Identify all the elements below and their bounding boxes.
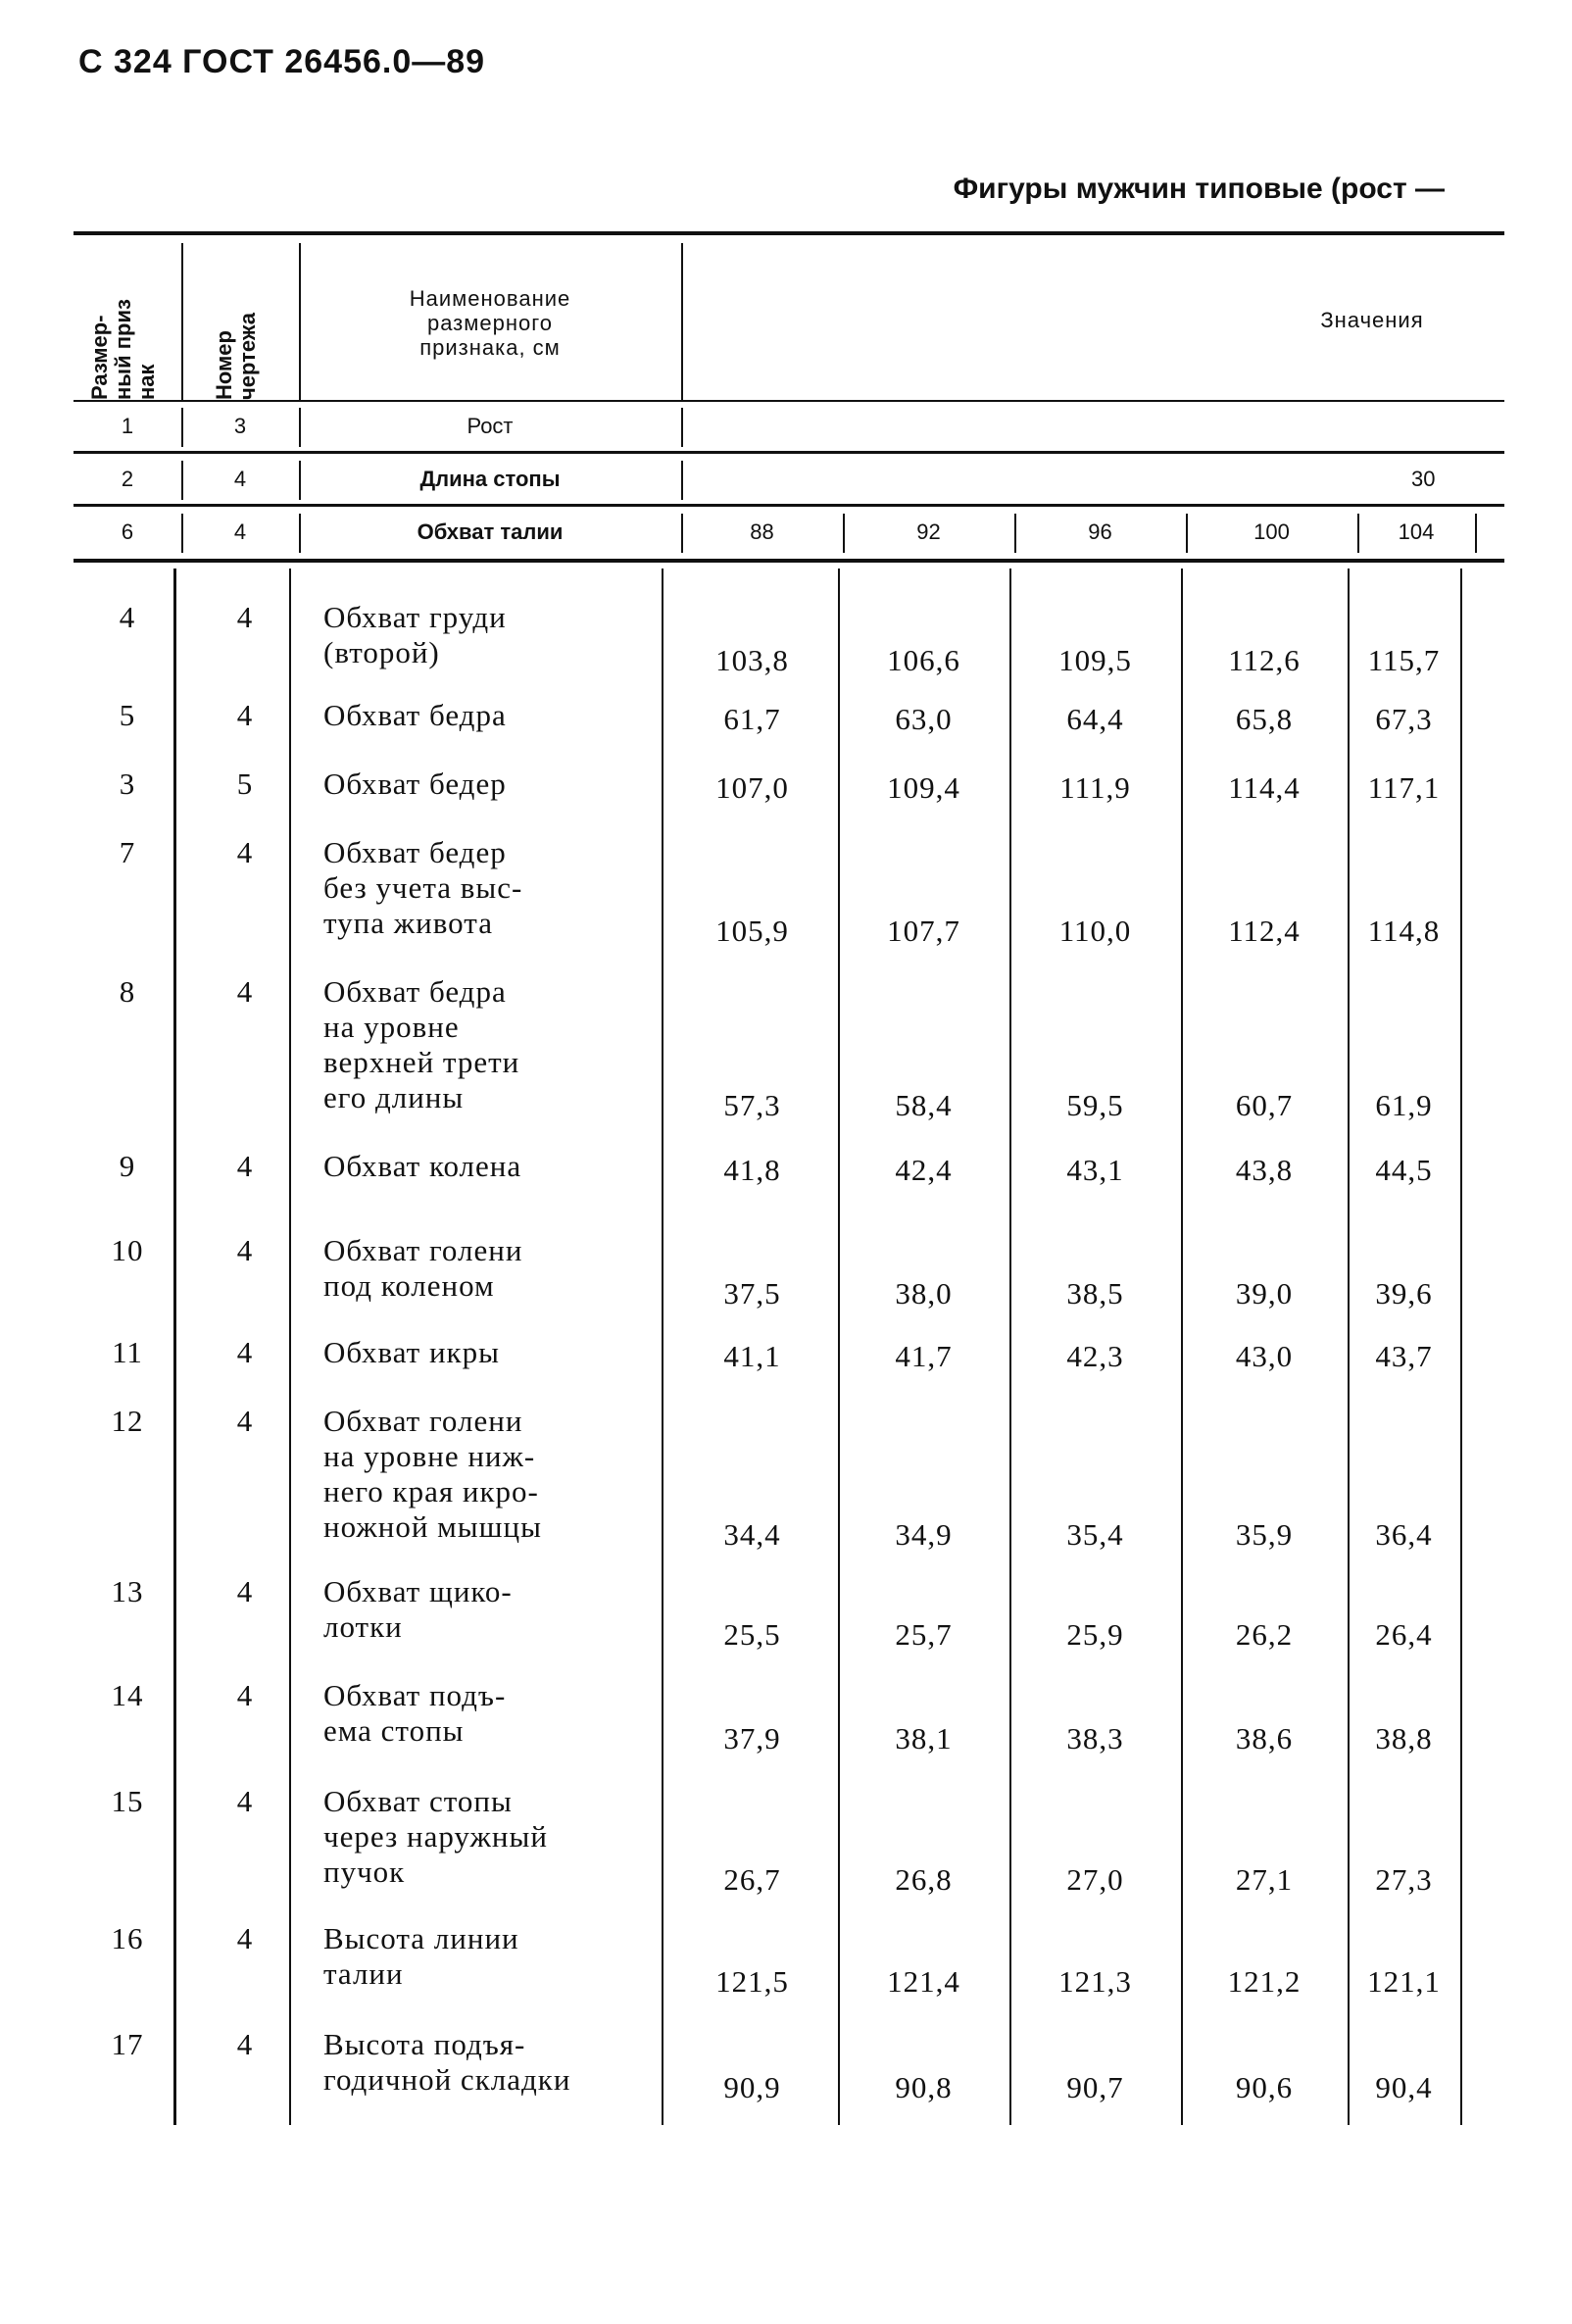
waist-name: Обхват талии: [417, 519, 564, 544]
row-value: 43,8: [1235, 1153, 1294, 1187]
row-value: 121,4: [887, 1964, 960, 1999]
row-value: 111,9: [1059, 770, 1131, 805]
param-name: Рост: [467, 414, 514, 438]
row-value: 36,4: [1375, 1517, 1433, 1552]
row-feature: 12: [111, 1404, 144, 1438]
row-drawing: 4: [236, 1404, 254, 1438]
row-value: 114,4: [1228, 770, 1301, 805]
table-title: Фигуры мужчин типовые (рост —: [953, 173, 1445, 205]
table-top-rule: [74, 231, 1504, 235]
row-value: 39,6: [1375, 1276, 1433, 1310]
row-name: Обхват голени под коленом: [323, 1233, 523, 1303]
column-header-values: Значения: [1320, 308, 1424, 332]
row-value: 61,9: [1375, 1088, 1433, 1122]
waist-value-divider: [1014, 514, 1016, 553]
param-name: Длина стопы: [419, 467, 561, 491]
row-value: 114,8: [1367, 914, 1441, 948]
row-name: Обхват бедер без учета выс- тупа живота: [323, 835, 523, 940]
waist-feature: 6: [121, 519, 134, 544]
column-header-name: Наименование размерного признака, см: [409, 286, 571, 360]
row-name: Обхват подъ- ема стопы: [323, 1678, 507, 1748]
waist-value: 88: [750, 519, 774, 544]
row-name: Обхват бедра на уровне верхней трети его длины: [323, 974, 520, 1114]
row-value: 38,5: [1066, 1276, 1124, 1310]
row-value: 26,8: [895, 1862, 953, 1897]
header-divider-1: [181, 243, 183, 400]
row-value: 42,3: [1066, 1339, 1124, 1373]
row-feature: 4: [119, 600, 136, 634]
row-value: 37,9: [723, 1721, 781, 1755]
row-value: 26,4: [1375, 1617, 1433, 1652]
row-value: 121,1: [1367, 1964, 1441, 1999]
row-name: Обхват груди (второй): [323, 600, 507, 669]
row-value: 38,3: [1066, 1721, 1124, 1755]
row-drawing: 4: [236, 1335, 254, 1369]
row-value: 34,9: [895, 1517, 953, 1552]
row-drawing: 4: [236, 600, 254, 634]
param-drawing: 4: [233, 467, 247, 491]
row-value: 25,9: [1066, 1617, 1124, 1652]
waist-value: 92: [916, 519, 941, 544]
waist-value-divider: [1186, 514, 1188, 553]
row-value: 61,7: [723, 702, 781, 736]
row-value: 109,4: [887, 770, 960, 805]
row-value: 63,0: [895, 702, 953, 736]
row-value: 39,0: [1235, 1276, 1294, 1310]
row-value: 90,8: [895, 2070, 953, 2104]
row-value: 38,6: [1235, 1721, 1294, 1755]
row-name: Обхват щико- лотки: [323, 1574, 513, 1644]
row-value: 44,5: [1375, 1153, 1433, 1187]
row-value: 38,8: [1375, 1721, 1433, 1755]
row-drawing: 5: [236, 766, 254, 801]
header-bottom-rule: [74, 400, 1504, 402]
row-value: 41,7: [895, 1339, 953, 1373]
row-value: 110,0: [1058, 914, 1132, 948]
row-value: 26,7: [723, 1862, 781, 1897]
page-header: С 324 ГОСТ 26456.0—89: [78, 43, 486, 80]
row-value: 38,1: [895, 1721, 953, 1755]
row-value: 26,2: [1235, 1617, 1294, 1652]
row-drawing: 4: [236, 835, 254, 869]
row-drawing: 4: [236, 1233, 254, 1267]
param-divider: [299, 461, 301, 500]
waist-divider: [181, 514, 183, 553]
row-value: 35,4: [1066, 1517, 1124, 1552]
row-drawing: 4: [236, 974, 254, 1009]
row-feature: 9: [119, 1149, 136, 1183]
section-rule: [74, 559, 1504, 563]
row-drawing: 4: [236, 2027, 254, 2061]
row-value: 90,4: [1375, 2070, 1433, 2104]
row-value: 112,6: [1228, 643, 1301, 677]
row-name: Обхват голени на уровне ниж- него края икро- ножной мышцы: [323, 1404, 542, 1544]
waist-value-divider: [681, 514, 683, 553]
row-value: 90,9: [723, 2070, 781, 2104]
row-value: 41,1: [723, 1339, 781, 1373]
row-value: 107,0: [715, 770, 789, 805]
waist-value: 104: [1398, 519, 1435, 544]
param-divider: [181, 408, 183, 447]
row-value: 105,9: [715, 914, 789, 948]
row-value: 90,6: [1235, 2070, 1294, 2104]
param-drawing: 3: [233, 414, 247, 438]
row-feature: 10: [111, 1233, 144, 1267]
row-value: 109,5: [1058, 643, 1132, 677]
param-divider: [299, 408, 301, 447]
row-value: 90,7: [1066, 2070, 1124, 2104]
row-value: 58,4: [895, 1088, 953, 1122]
row-value: 65,8: [1235, 702, 1294, 736]
row-value: 59,5: [1066, 1088, 1124, 1122]
row-value: 38,0: [895, 1276, 953, 1310]
row-name: Обхват стопы через наружный пучок: [323, 1784, 548, 1889]
row-value: 112,4: [1228, 914, 1301, 948]
row-value: 35,9: [1235, 1517, 1294, 1552]
row-feature: 13: [111, 1574, 144, 1608]
row-drawing: 4: [236, 1784, 254, 1818]
row-value: 42,4: [895, 1153, 953, 1187]
row-value: 25,7: [895, 1617, 953, 1652]
row-name: Обхват колена: [323, 1149, 522, 1183]
row-value: 115,7: [1367, 643, 1441, 677]
row-value: 121,3: [1058, 1964, 1132, 1999]
row-drawing: 4: [236, 1678, 254, 1712]
waist-value-divider: [843, 514, 845, 553]
column-header-drawing-no: Номер чертежа: [212, 313, 260, 400]
row-feature: 14: [111, 1678, 144, 1712]
header-divider-3: [681, 243, 683, 400]
column-header-size-feature: Размер- ный приз нак: [87, 299, 159, 400]
param-row-rule: [74, 451, 1504, 454]
waist-value-divider: [1475, 514, 1477, 553]
param-feature: 2: [121, 467, 134, 491]
row-value: 25,5: [723, 1617, 781, 1652]
row-value: 27,3: [1375, 1862, 1433, 1897]
row-value: 27,1: [1235, 1862, 1294, 1897]
row-value: 106,6: [887, 643, 960, 677]
row-feature: 15: [111, 1784, 144, 1818]
param-divider: [681, 408, 683, 447]
waist-value-divider: [1357, 514, 1359, 553]
row-drawing: 4: [236, 1921, 254, 1955]
waist-drawing: 4: [233, 519, 247, 544]
row-value: 34,4: [723, 1517, 781, 1552]
row-name: Обхват бедер: [323, 766, 507, 801]
row-feature: 17: [111, 2027, 144, 2061]
param-feature: 1: [121, 414, 134, 438]
row-value: 27,0: [1066, 1862, 1124, 1897]
row-feature: 11: [112, 1335, 143, 1369]
row-feature: 16: [111, 1921, 144, 1955]
row-name: Высота линии талии: [323, 1921, 519, 1991]
row-name: Высота подъя- годичной складки: [323, 2027, 571, 2097]
row-value: 103,8: [715, 643, 789, 677]
row-value: 121,2: [1227, 1964, 1302, 1999]
row-name: Обхват икры: [323, 1335, 500, 1369]
row-value: 43,1: [1066, 1153, 1124, 1187]
waist-value: 96: [1088, 519, 1112, 544]
row-value: 67,3: [1375, 702, 1433, 736]
row-value: 64,4: [1066, 702, 1124, 736]
row-value: 121,5: [715, 1964, 789, 1999]
row-drawing: 4: [236, 1149, 254, 1183]
waist-divider: [299, 514, 301, 553]
row-drawing: 4: [236, 1574, 254, 1608]
row-value: 41,8: [723, 1153, 781, 1187]
row-value: 60,7: [1235, 1088, 1294, 1122]
row-drawing: 4: [236, 698, 254, 732]
row-value: 107,7: [887, 914, 960, 948]
row-feature: 3: [119, 766, 136, 801]
row-name: Обхват бедра: [323, 698, 507, 732]
row-value: 57,3: [723, 1088, 781, 1122]
row-feature: 8: [119, 974, 136, 1009]
param-divider: [181, 461, 183, 500]
row-feature: 5: [119, 698, 136, 732]
param-row-rule: [74, 504, 1504, 507]
param-value: 30: [1411, 467, 1436, 491]
param-divider: [681, 461, 683, 500]
row-value: 37,5: [723, 1276, 781, 1310]
row-value: 43,0: [1235, 1339, 1294, 1373]
column-rule: [1460, 569, 1462, 2125]
row-value: 43,7: [1375, 1339, 1433, 1373]
row-feature: 7: [119, 835, 136, 869]
row-value: 117,1: [1367, 770, 1441, 805]
waist-value: 100: [1253, 519, 1290, 544]
